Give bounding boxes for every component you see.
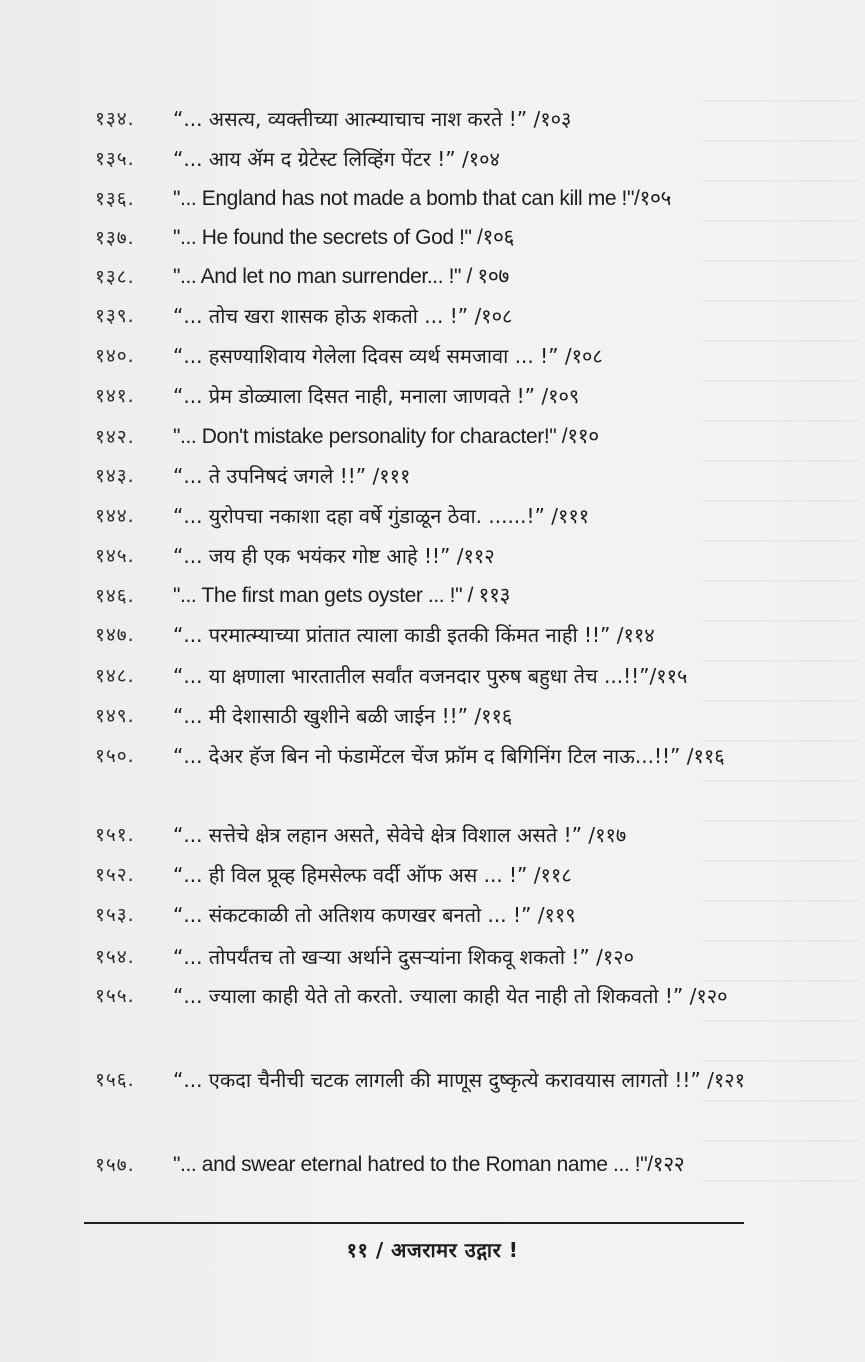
entry-number: १४१. [95, 385, 135, 407]
entry-text: “... या क्षणाला भारतातील सर्वांत वजनदार पुरुष बहुधा तेच ...!!”/११५ [173, 664, 688, 688]
entry-text: “... एकदा चैनीची चटक लागली की माणूस दुष्कृत्ये करावयास लागतो !!” /१२१ [173, 1068, 746, 1092]
entry-number: १३९. [95, 305, 135, 327]
entry-text: “... संकटकाळी तो अतिशय कणखर बनतो ... !” /११९ [173, 903, 576, 927]
entry-text: “... आय ॲम द ग्रेटेस्ट लिव्हिंग पेंटर !” /१०४ [173, 147, 500, 171]
entry-text: “... देअर हॅज बिन नो फंडामेंटल चेंज फ्रॉम द बिगिनिंग टिल नाऊ...!!” /११६ [173, 744, 725, 768]
entry-number: १५२. [95, 864, 135, 886]
entry-number: १४५. [95, 545, 135, 567]
entry-text: "... He found the secrets of God !" /१०६ [173, 226, 514, 249]
entry-text: “... ज्याला काही येते तो करतो. ज्याला काही येत नाही तो शिकवतो !” /१२० [173, 984, 728, 1008]
entry-number: १५६. [95, 1069, 135, 1091]
entry-text: "... And let no man surrender... !" / १०७ [173, 265, 509, 288]
entry-number: १३८. [95, 266, 135, 288]
entry-number: १५०. [95, 745, 135, 767]
footer-text: ११ / अजरामर उद्गार ! [346, 1238, 519, 1262]
entry-number: १४०. [95, 345, 135, 367]
entry-number: १५१. [95, 824, 135, 846]
footer-divider [84, 1222, 744, 1224]
entry-number: १३४. [95, 108, 135, 130]
entry-number: १४९. [95, 705, 135, 727]
entry-number: १४३. [95, 465, 135, 487]
entry-text: “... प्रेम डोळ्याला दिसत नाही, मनाला जाणवते !” /१०९ [173, 384, 580, 408]
entry-number: १४६. [95, 585, 135, 607]
entry-text: “... सत्तेचे क्षेत्र लहान असते, सेवेचे क्षेत्र विशाल असते !” /११७ [173, 823, 627, 847]
entry-text: “... असत्य, व्यक्तीच्या आत्म्याचाच नाश करते !” /१०३ [173, 107, 572, 131]
entry-text: “... ते उपनिषदं जगले !!” /१११ [173, 464, 411, 488]
entry-text: “... हसण्याशिवाय गेलेला दिवस व्यर्थ समजावा ... !” /१०८ [173, 344, 603, 368]
entry-text: "... Don't mistake personality for character!" /११० [173, 425, 599, 448]
entry-text: “... ही विल प्रूव्ह हिमसेल्फ वर्दी ऑफ अस ... !” /११८ [173, 863, 572, 887]
entry-text: “... तोच खरा शासक होऊ शकतो ... !” /१०८ [173, 304, 513, 328]
entry-text: "... The first man gets oyster ... !" / ११३ [173, 584, 511, 607]
entry-number: १५४. [95, 946, 135, 968]
entry-number: १४२. [95, 426, 135, 448]
entry-text: “... युरोपचा नकाशा दहा वर्षे गुंडाळून ठेवा. ......!” /१११ [173, 504, 590, 528]
entry-number: १४४. [95, 505, 135, 527]
entry-text: “... तोपर्यंतच तो खऱ्या अर्थाने दुसऱ्यांना शिकवू शकतो !” /१२० [173, 945, 635, 969]
entry-number: १५३. [95, 904, 135, 926]
entry-number: १३५. [95, 148, 135, 170]
entry-text: “... मी देशासाठी खुशीने बळी जाईन !!” /११६ [173, 704, 513, 728]
entry-number: १५७. [95, 1154, 135, 1176]
entry-text: “... परमात्म्याच्या प्रांतात त्याला काडी इतकी किंमत नाही !!” /११४ [173, 623, 655, 647]
entry-text: "... and swear eternal hatred to the Roman name ... !"/१२२ [173, 1153, 685, 1176]
entry-text: “... जय ही एक भयंकर गोष्ट आहे !!” /११२ [173, 544, 495, 568]
entry-text: "... England has not made a bomb that can kill me !"/१०५ [173, 187, 672, 210]
entry-number: १३७. [95, 227, 135, 249]
entry-number: १३६. [95, 188, 135, 210]
entry-number: १४७. [95, 624, 135, 646]
page-footer [0, 1236, 865, 1263]
entry-number: १५५. [95, 985, 135, 1007]
entry-number: १४८. [95, 665, 135, 687]
